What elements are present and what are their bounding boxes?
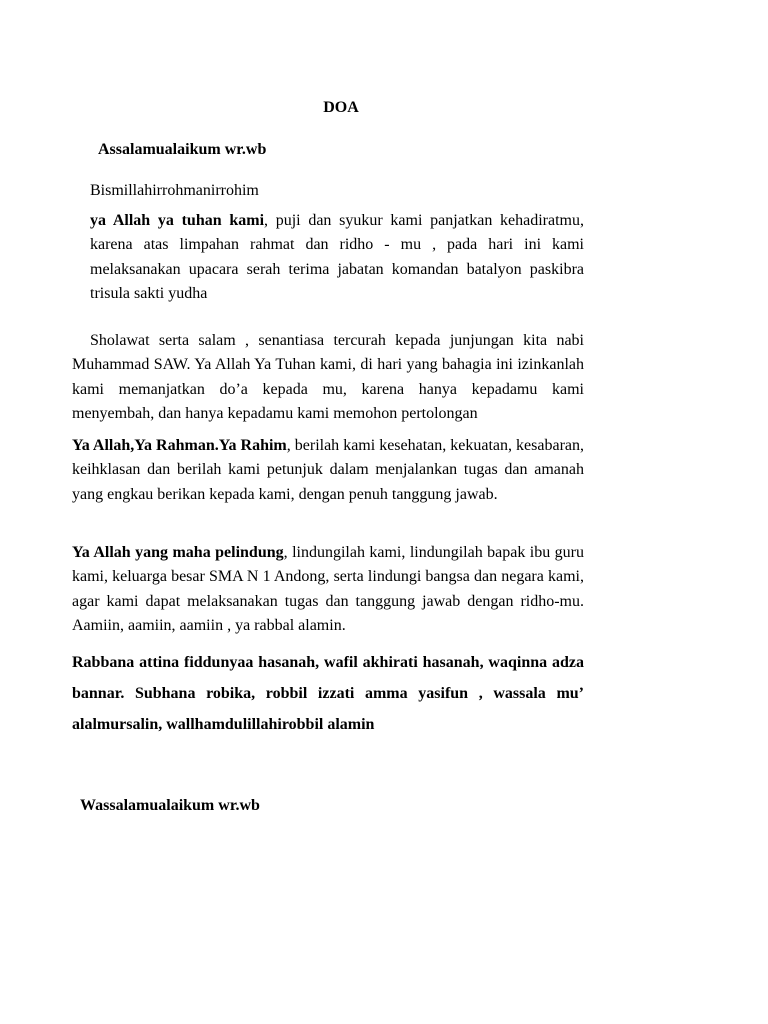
paragraph-body: Sholawat serta salam , senantiasa tercurah kepada junjungan kita nabi Muhammad SAW. Ya Allah Ya Tuhan kami, di hari yang bahagia ini izinkanlah kami memanjatkan do’a kepada mu, karena hanya kepadamu kami menyembah, dan hanya kepadamu kami memohon pertolongan: [72, 332, 584, 422]
paragraph-body: , puji dan syukur kami panjatkan kehadiratmu, karena atas limpahan rahmat dan ridho - mu , pada hari ini kami melaksanakan upacara serah terima jabatan komandan batalyon paskibra trisula sakti yudha: [90, 212, 585, 302]
paragraph-body: , berilah kami kesehatan, kekuatan, kesabaran, keihklasan dan berilah kami petunjuk dalam menjalankan tugas dan amanah yang engkau berikan kepada kami, dengan penuh tanggung jawab.: [72, 437, 585, 503]
closing-greeting: Wassalamualaikum wr.wb: [80, 797, 260, 814]
document-title: DOA: [323, 99, 359, 116]
paragraph-opening-praise: [90, 209, 584, 306]
paragraph-lead: Ya Allah yang maha pelindung: [72, 544, 284, 561]
paragraph-closing-prayer: [72, 647, 584, 740]
paragraph-lead: Rabbana attina fiddunyaa hasanah, wafil akhirati hasanah, waqinna adza bannar. Subhana robika, robbil izzati amma yasifun , wassala mu’ alalmursalin, wallhamdulillahirobbil alamin: [72, 654, 584, 733]
paragraph-request-strength: [72, 434, 584, 507]
paragraph-request-protection: [72, 541, 584, 638]
opening-greeting: Assalamualaikum wr.wb: [98, 141, 267, 158]
basmalah-line: Bismillahirrohmanirrohim: [90, 182, 259, 199]
paragraph-sholawat: [72, 329, 584, 426]
paragraph-lead: Ya Allah,Ya Rahman.Ya Rahim: [72, 437, 287, 454]
paragraph-lead: ya Allah ya tuhan kami: [90, 212, 265, 229]
paragraph-body: , lindungilah kami, lindungilah bapak ibu guru kami, keluarga besar SMA N 1 Andong, serta lindungi bangsa dan negara kami, agar kami dapat melaksanakan tugas dan tanggung jawab dengan ridho-mu. Aamiin, aamiin, aamiin , ya rabbal alamin.: [72, 544, 585, 634]
